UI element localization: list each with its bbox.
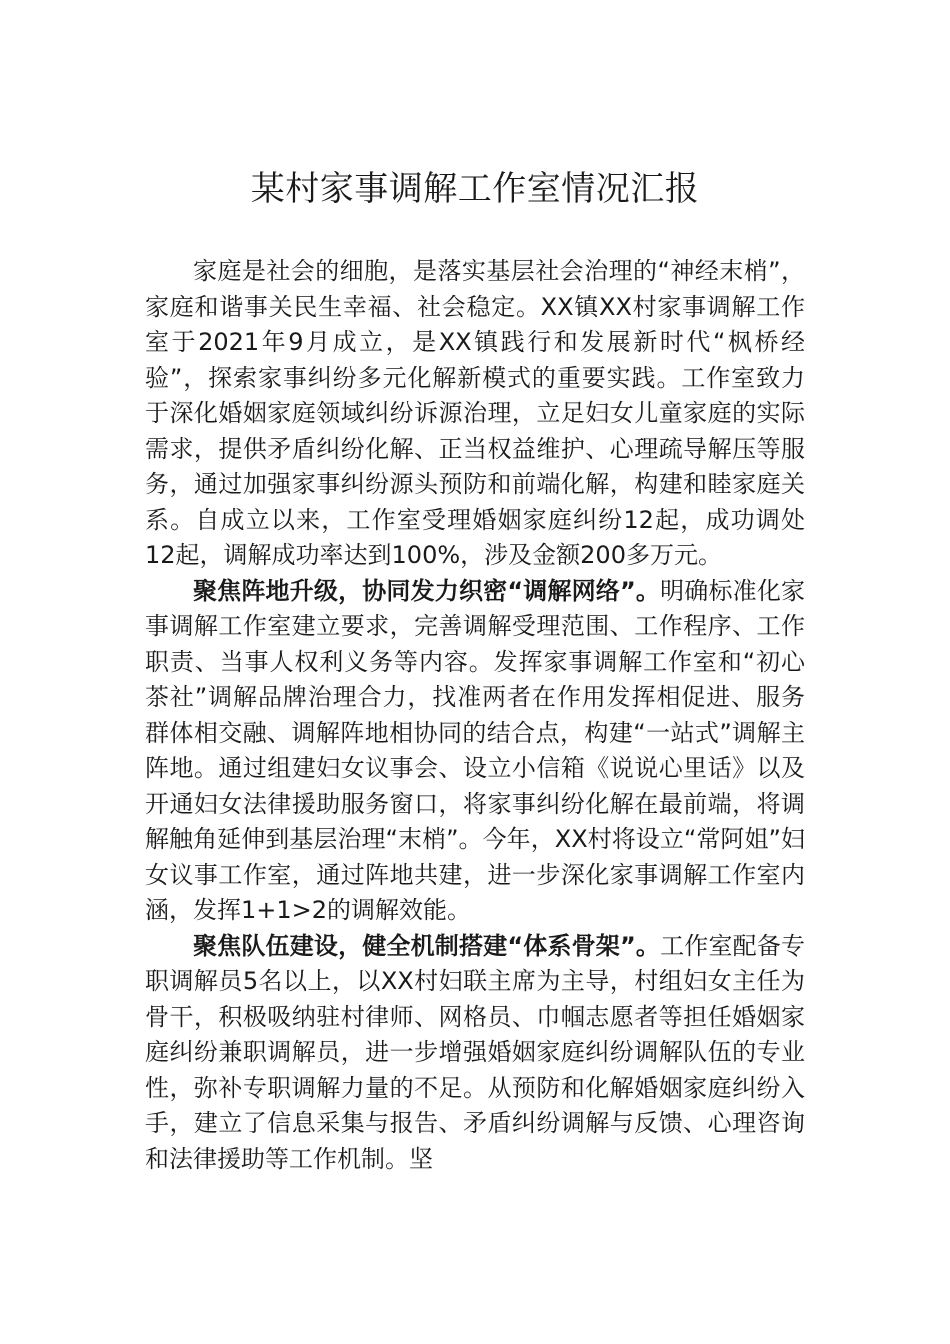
document-title: 某村家事调解工作室情况汇报 xyxy=(250,169,700,209)
paragraph-lead-heading: 聚焦阵地升级，协同发力织密“调解网络”。 xyxy=(193,576,661,605)
paragraph-lead-heading: 聚焦队伍建设，健全机制搭建“体系骨架”。 xyxy=(193,931,661,960)
paragraph-text: 明确标准化家事调解工作室建立要求，完善调解受理范围、工作程序、工作职责、当事人权利义务等内容。发挥家事调解工作室和“初心茶社”调解品牌治理合力，找准两者在作用发挥相促进、服务群体相交融、调解阵地相协同的结合点，构建“一站式”调解主阵地。通过组建妇女议事会、设立小信箱《说说心里话》以及开通妇女法律援助服务窗口，将家事纠纷化解在最前端，将调解触角延伸到基层治理“末梢”。今年，XX村将设立“常阿姐”妇女议事工作室，通过阵地共建，进一步深化家事调解工作室内涵，发挥1+1>2的调解效能。 xyxy=(145,576,805,924)
paragraph-position-upgrade xyxy=(145,574,805,929)
document-body xyxy=(145,254,805,1177)
paragraph-team-building xyxy=(145,929,805,1178)
paragraph-text: 工作室配备专职调解员5名以上，以XX村妇联主席为主导，村组妇女主任为骨干，积极吸纳驻村律师、网格员、巾帼志愿者等担任婚姻家庭纠纷兼职调解员，进一步增强婚姻家庭纠纷调解队伍的专业性，弥补专职调解力量的不足。从预防和化解婚姻家庭纠纷入手，建立了信息采集与报告、矛盾纠纷调解与反馈、心理咨询和法律援助等工作机制。坚 xyxy=(145,931,805,1173)
paragraph-text: 家庭是社会的细胞，是落实基层社会治理的“神经末梢”，家庭和谐事关民生幸福、社会稳定。XX镇XX村家事调解工作室于2021年9月成立，是XX镇践行和发展新时代“枫桥经验”，探索家事纠纷多元化解新模式的重要实践。工作室致力于深化婚姻家庭领域纠纷诉源治理，立足妇女儿童家庭的实际需求，提供矛盾纠纷化解、正当权益维护、心理疏导解压等服务，通过加强家事纠纷源头预防和前端化解，构建和睦家庭关系。自成立以来，工作室受理婚姻家庭纠纷12起，成功调处12起，调解成功率达到100%，涉及金额200多万元。 xyxy=(145,257,805,569)
paragraph-intro xyxy=(145,254,805,574)
